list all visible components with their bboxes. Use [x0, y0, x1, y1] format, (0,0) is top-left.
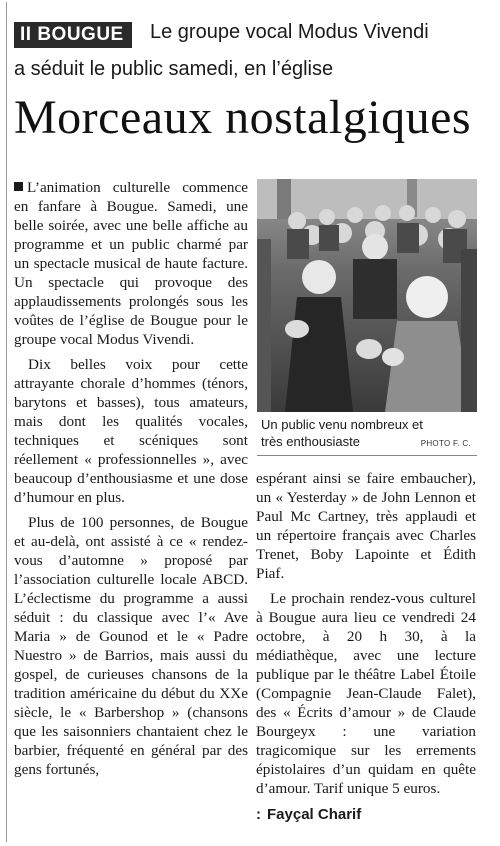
square-bullet-icon — [14, 182, 23, 191]
paragraph-intro — [14, 178, 248, 349]
kicker-line-2: a séduit le public samedi, en l’église — [14, 58, 334, 80]
paragraph-program: Plus de 100 personnes, de Bougue et au-delà, ont assisté à ce « rendez-vous d’automne » proposé par l’association culturelle locale ABCD. L’éclectisme du programme a aussi séduit : du classique avec l’« Ave Maria » de Gounod et le « Padre Nuestro » de Barrios, mais aussi du gospel, de curieuses chansons de la tradition américaine du début du XXe siècle, le « Barbershop » (chansons que les saisonniers chantaient chez le barbier, fréquenté en général par des gens fortunés, — [14, 514, 248, 778]
photo-caption — [257, 413, 477, 453]
byline — [256, 806, 361, 823]
photo-caption-text: Un public venu nombreux et très enthousiaste — [261, 417, 423, 449]
audience-photo-image — [257, 179, 477, 412]
article-column-2 — [256, 469, 476, 798]
caption-rule — [257, 455, 477, 456]
paragraph-repertoire: espérant ainsi se faire embaucher), un « Yesterday » de John Lennon et Paul Mc Cartney, très applaudi et un répertoire français avec Charles Trenet, Boby Lapointe et Édith Piaf. — [256, 470, 476, 582]
author-name: Fayçal Charif — [267, 806, 362, 823]
kicker-line-1: Le groupe vocal Modus Vivendi — [150, 21, 429, 43]
photo-credit: PHOTO F. C. — [420, 439, 471, 448]
paragraph-next-event: Le prochain rendez-vous culturel à Bougue aura lieu ce vendredi 24 octobre, à 20 h 30, à la médiathèque, avec une lecture publique par le théâtre Label Étoile (Compagnie Jean-Claude Falet), des « Écrits d’amour » de Claude Bourgeyx : une variation tragicomique sur les errements épistolaires d’un quidam en quête d’amour. Tarif unique 5 euros. — [256, 590, 476, 797]
location-tag: II BOUGUE — [14, 22, 132, 48]
left-column-rule — [6, 2, 7, 842]
headline: Morceaux nostalgiques — [14, 91, 472, 144]
paragraph-choir: Dix belles voix pour cette attrayante chorale d’hommes (ténors, barytons et basses), tous amateurs, mais dont les qualités vocales, techniques et scéniques sont réellement « professionnelles », avec beaucoup d’enthousiasme et une dose d’humour en plus. — [14, 356, 248, 506]
paragraph-intro-text: L’animation culturelle commence en fanfare à Bougue. Samedi, une belle soirée, avec une belle affiche au programme et un public charmé par un spectacle musical de haute facture. Un spectacle qui provoque des applaudissements prolongés sous les voûtes de l’église de Bougue pour le groupe vocal Modus Vivendi. — [14, 179, 248, 348]
byline-mark: : — [256, 806, 261, 823]
article-column-1 — [14, 178, 248, 779]
audience-photo — [257, 179, 477, 412]
